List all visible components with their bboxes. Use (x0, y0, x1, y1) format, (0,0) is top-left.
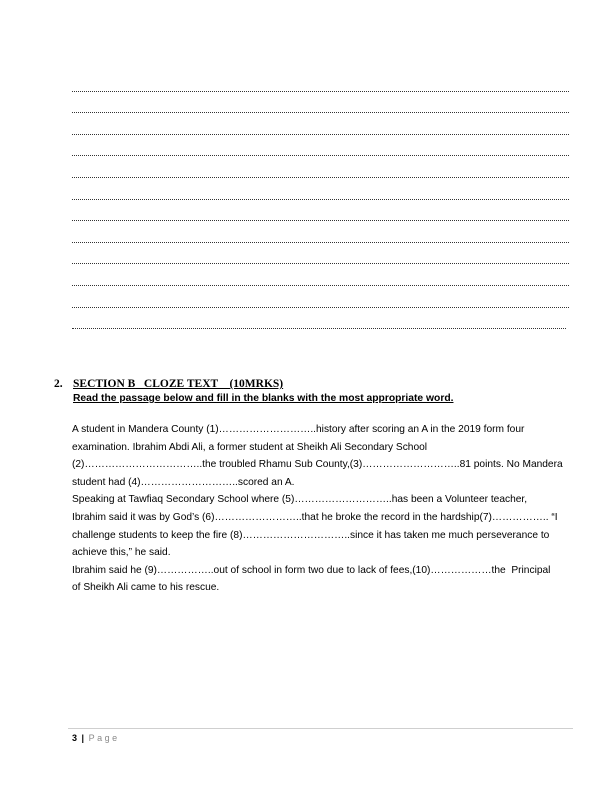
answer-line-1[interactable] (72, 76, 569, 98)
passage-line: A student in Mandera County (1)………………………..history after scoring an A in the 2019 form four (72, 424, 525, 435)
answer-line-10[interactable] (72, 270, 569, 292)
page-number: 3 (72, 733, 78, 743)
answer-line-9[interactable] (72, 249, 569, 271)
passage-line: (2)……………………………..the troubled Rhamu Sub County,(3)………………………..81 points. No Mandera (72, 459, 563, 471)
answer-line-6[interactable] (72, 184, 569, 206)
answer-line-11[interactable] (72, 292, 569, 314)
answer-line-2[interactable] (72, 98, 569, 120)
cloze-passage (72, 421, 582, 597)
section-instruction: Read the passage below and fill in the blanks with the most appropriate word. (73, 393, 454, 404)
page-label: Page (88, 733, 120, 743)
passage-line: Ibrahim said it was by God’s (6)……………………..that he broke the record in the hardship(7)…………….. “I (72, 511, 558, 523)
answer-line-12[interactable] (72, 314, 569, 336)
passage-line: student had (4)………………………..scored an A. (72, 476, 295, 488)
passage-line: challenge students to keep the fire (8)…………………………..since it has taken me much perseverance to (72, 529, 550, 541)
answer-line-3[interactable] (72, 119, 569, 141)
answer-line-8[interactable] (72, 227, 569, 249)
passage-line: achieve this,” he said. (72, 547, 171, 559)
page-separator: | (81, 733, 85, 743)
footer-divider (68, 728, 573, 729)
answer-line-4[interactable] (72, 141, 569, 163)
passage-line: of Sheikh Ali came to his rescue. (72, 582, 220, 594)
answer-line-5[interactable] (72, 162, 569, 184)
page-footer (72, 733, 120, 743)
section-heading: SECTION B CLOZE TEXT (10MRKS) (73, 378, 284, 390)
passage-line: Speaking at Tawfiaq Secondary School where (5)………………………..has been a Volunteer teacher, (72, 494, 528, 506)
passage-line: Ibrahim said he (9)……………..out of school in form two due to lack of fees,(10)………………the Principal (72, 564, 551, 576)
section-number: 2. (54, 378, 63, 390)
answer-lines (72, 76, 569, 335)
passage-line: examination. Ibrahim Abdi Ali, a former student at Sheikh Ali Secondary School (72, 441, 428, 453)
answer-line-7[interactable] (72, 206, 569, 228)
